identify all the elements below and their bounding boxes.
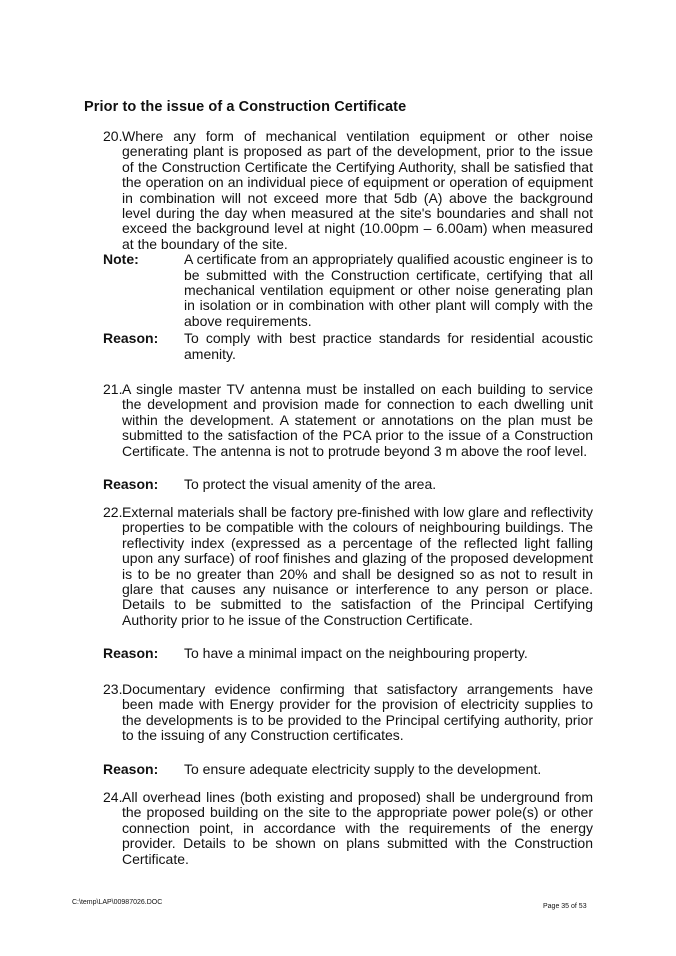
condition-20 bbox=[103, 129, 593, 362]
condition-23 bbox=[103, 682, 593, 777]
footer-file-path: C:\temp\LAP\00987026.DOC bbox=[72, 899, 163, 906]
reason-label: Reason: bbox=[103, 330, 159, 347]
condition-number: 20. bbox=[103, 128, 123, 144]
reason-label: Reason: bbox=[103, 476, 159, 493]
reason-text: To have a minimal impact on the neighbouring property. bbox=[184, 645, 528, 662]
reason-row bbox=[103, 762, 593, 777]
note-label: Note: bbox=[103, 251, 139, 268]
reason-text: To protect the visual amenity of the area. bbox=[184, 476, 437, 493]
condition-text: Where any form of mechanical ventilation equipment or other noise generating plant is proposed as part of the development, prior to the issue of the Construction Certificate the Certifying Authority, shall be satisfied that the operation on an individual piece of equipment or operation of equipment in combination will not exceed more that 5db (A) above the background level during the day when measured at the site's boundaries and shall not exceed the background level at night (10.00pm – 6.00am) when measured at the boundary of the site. bbox=[122, 128, 593, 252]
condition-number: 24. bbox=[103, 789, 123, 805]
note-text: A certificate from an appropriately qualified acoustic engineer is to be submitted with the Construction certificate, certifying that all mechanical ventilation equipment or other noise generating plan in isolation or in combination with other plant will comply with the above requirements. bbox=[184, 251, 593, 329]
reason-row bbox=[103, 331, 593, 362]
condition-text: External materials shall be factory pre-finished with low glare and reflectivity properties to be compatible with the colours of neighbouring buildings. The reflectivity index (expressed as a percentage of the reflected light falling upon any surface) of roof finishes and glazing of the proposed development is to be no greater than 20% and shall be designed so as not to result in glare that causes any nuisance or interference to any person or place. Details to be submitted to the satisfaction of the Principal Certifying Authority prior to he issue of the Construction Certificate. bbox=[122, 504, 593, 628]
reason-label: Reason: bbox=[103, 645, 159, 662]
section-heading: Prior to the issue of a Construction Certificate bbox=[84, 99, 407, 115]
condition-text: Documentary evidence confirming that satisfactory arrangements have been made with Energy provider for the provision of electricity supplies to the developments is to be provided to the Principal certifying authority, prior to the issuing of any Construction certificates. bbox=[122, 681, 593, 744]
reason-text: To comply with best practice standards for residential acoustic amenity. bbox=[184, 330, 593, 362]
reason-text: To ensure adequate electricity supply to the development. bbox=[184, 760, 542, 777]
note-row bbox=[103, 252, 593, 329]
reason-row bbox=[103, 477, 593, 492]
condition-22 bbox=[103, 505, 593, 662]
reason-label: Reason: bbox=[103, 760, 159, 777]
condition-number: 21. bbox=[103, 381, 123, 397]
condition-24 bbox=[103, 790, 593, 867]
condition-number: 22. bbox=[103, 504, 123, 520]
condition-text: All overhead lines (both existing and proposed) shall be underground from the proposed building on the site to the appropriate power pole(s) or other connection point, in accordance with the requirements of the energy provider. Details to be shown on plans submitted with the Construction Certificate. bbox=[122, 789, 593, 867]
condition-21 bbox=[103, 382, 593, 492]
footer-page-number: Page 35 of 53 bbox=[543, 903, 587, 910]
reason-row bbox=[103, 646, 593, 661]
condition-number: 23. bbox=[103, 681, 123, 697]
condition-text: A single master TV antenna must be installed on each building to service the development and provision made for connection to each dwelling unit within the development. A statement or annotations on the plan must be submitted to the satisfaction of the PCA prior to the issue of a Construction Certificate. The antenna is not to protrude beyond 3 m above the roof level. bbox=[122, 381, 593, 459]
